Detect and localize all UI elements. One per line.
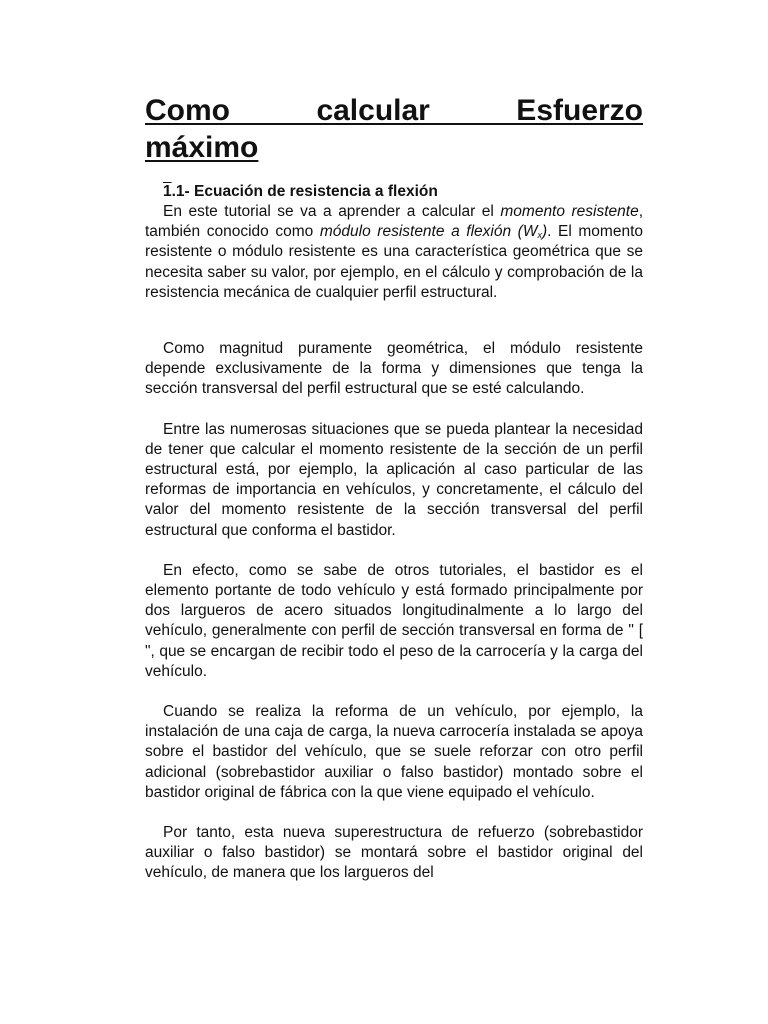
p1-italic-momento-resistente: momento resistente [500, 203, 639, 220]
p1-italic-modulo-resistente [320, 223, 547, 240]
paragraph-4: En efecto, como se sabe de otros tutoriales, el bastidor es el elemento portante de todo vehículo y está formado principalmente por dos largueros de acero situados longitudinalmente a lo largo del vehículo, generalmente con perfil de sección transversal en forma de " [ ", que se encargan de recibir todo el peso de la carrocería y la carga del vehículo. [145, 561, 643, 680]
document-title [145, 92, 643, 166]
p1-text-e: . El momento resistente o módulo resistente es una característica geométrica que se necesita saber su valor, por ejemplo, en el cálculo y comprobación de la resistencia mecánica de cualquier perfil estructural. [145, 223, 644, 301]
section-heading-text: .1- Ecuación de resistencia a flexión [171, 183, 438, 200]
document-page [145, 92, 643, 884]
paragraph-2: Como magnitud puramente geométrica, el módulo resistente depende exclusivamente de la forma y dimensiones que tenga la sección transversal del perfil estructural que se esté calculando. [145, 340, 643, 398]
section-heading [145, 182, 643, 202]
title-line-1: Como calcular Esfuerzo [145, 94, 643, 127]
title-line-2: máximo [145, 131, 259, 164]
p1-text-a: En este tutorial se va a aprender a calcular el [163, 203, 501, 220]
section-number: 1 [163, 183, 172, 200]
p1-italic-end: ) [541, 223, 548, 241]
paragraph-5: Cuando se realiza la reforma de un vehículo, por ejemplo, la instalación de una caja de carga, la nueva carrocería instalada se apoya sobre el bastidor del vehículo, que se suele reforzar con otro perfil adicional (sobrebastidor auxiliar o falso bastidor) montado sobre el bastidor original de fábrica con la que viene equipado el vehículo. [145, 703, 643, 801]
paragraph-1 [145, 202, 643, 303]
paragraph-3: Entre las numerosas situaciones que se pueda plantear la necesidad de tener que calcular el momento resistente de la sección de un perfil estructural está, por ejemplo, la aplicación al caso particular de las reformas de importancia en vehículos, y concretamente, el cálculo del valor del momento resistente de la sección transversal del perfil estructural que conforma el bastidor. [145, 420, 643, 539]
paragraph-6: Por tanto, esta nueva superestructura de refuerzo (sobrebastidor auxiliar o falso bastidor) se montará sobre el bastidor original del vehículo, de manera que los largueros del [145, 824, 643, 882]
p1-italic-text: módulo resistente a flexión (W [319, 223, 538, 241]
p1-text-c: , también conocido como [145, 203, 644, 241]
p1-subscript: x [537, 230, 542, 241]
